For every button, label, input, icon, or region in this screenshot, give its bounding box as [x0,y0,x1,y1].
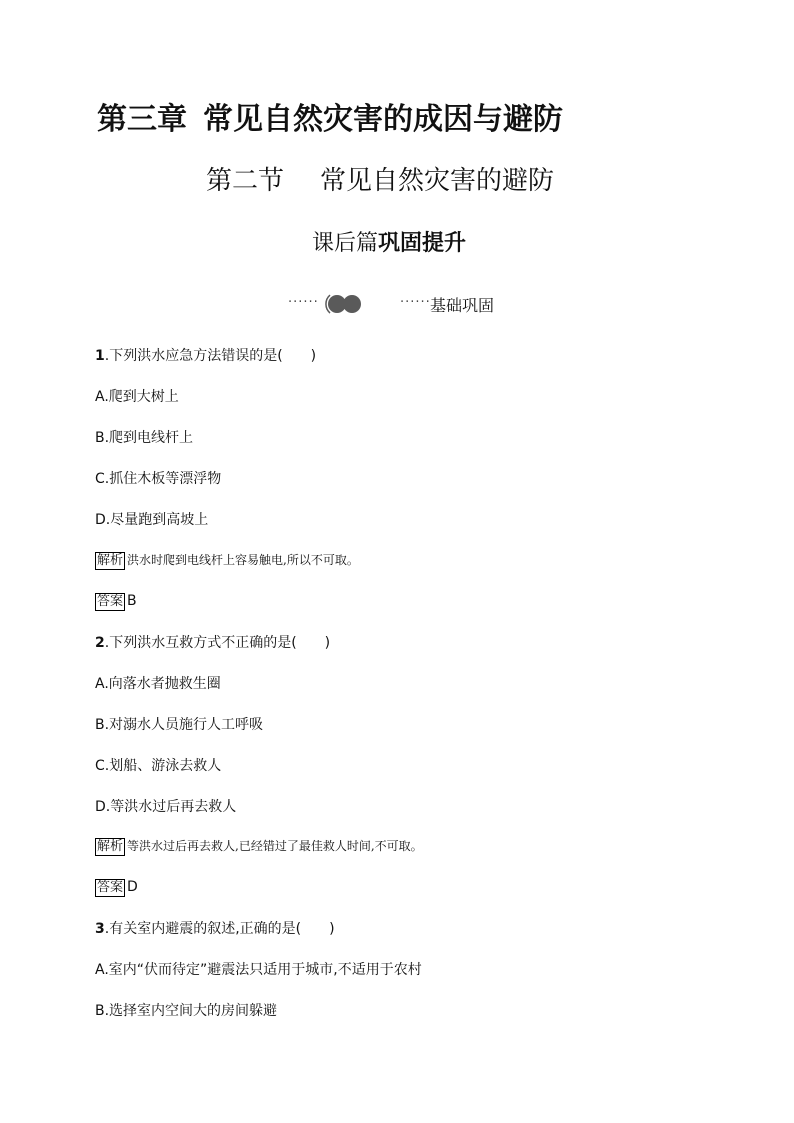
option-b: B.爬到电线杆上 [95,430,194,446]
answer-value: B [127,593,137,609]
sub-heading-normal: 课后篇 [312,231,379,256]
section-number: 第二节 [206,166,285,196]
explanation-text: 洪水时爬到电线杆上容易触电,所以不可取。 [127,553,359,567]
question-stem: 1.下列洪水应急方法错误的是( ) [95,348,317,364]
option-a: A.爬到大树上 [95,389,179,405]
option-a: A.向落水者抛救生圈 [95,676,221,692]
option-b: B.选择室内空间大的房间躲避 [95,1003,278,1019]
level-divider [288,291,518,317]
explanation [95,550,359,570]
section-heading [206,163,554,199]
question-number: 1 [95,348,105,364]
explanation-text: 等洪水过后再去救人,已经错过了最佳救人时间,不可取。 [127,839,423,853]
answer [95,877,138,897]
explanation-tag: 解析 [97,553,124,568]
answer [95,591,137,611]
option-d: D.尽量跑到高坡上 [95,512,209,528]
answer-tag: 答案 [97,880,124,895]
explanation [95,836,423,856]
double-circle-icon [324,291,368,317]
answer-value: D [127,879,138,895]
option-b: B.对溺水人员施行人工呼吸 [95,717,264,733]
option-c: C.划船、游泳去救人 [95,758,222,774]
chapter-title: 常见自然灾害的成因与避防 [203,102,563,137]
divider-dots-right: ······ [400,295,431,310]
option-c: C.抓住木板等漂浮物 [95,471,222,487]
question-number: 3 [95,921,105,937]
explanation-tag: 解析 [97,839,124,854]
divider-label: 基础巩固 [430,296,495,315]
divider-dots-left: ······ [288,295,319,310]
question-stem: 3.有关室内避震的叙述,正确的是( ) [95,921,335,937]
sub-heading-bold: 巩固提升 [378,231,467,256]
question-number: 2 [95,635,105,651]
option-d: D.等洪水过后再去救人 [95,799,237,815]
section-title: 常见自然灾害的避防 [320,166,555,196]
sub-heading [312,228,466,260]
chapter-number: 第三章 [97,102,187,137]
question-stem: 2.下列洪水互救方式不正确的是( ) [95,635,331,651]
answer-tag: 答案 [97,594,124,609]
chapter-heading [97,100,563,140]
option-a: A.室内“伏而待定”避震法只适用于城市,不适用于农村 [95,962,422,978]
